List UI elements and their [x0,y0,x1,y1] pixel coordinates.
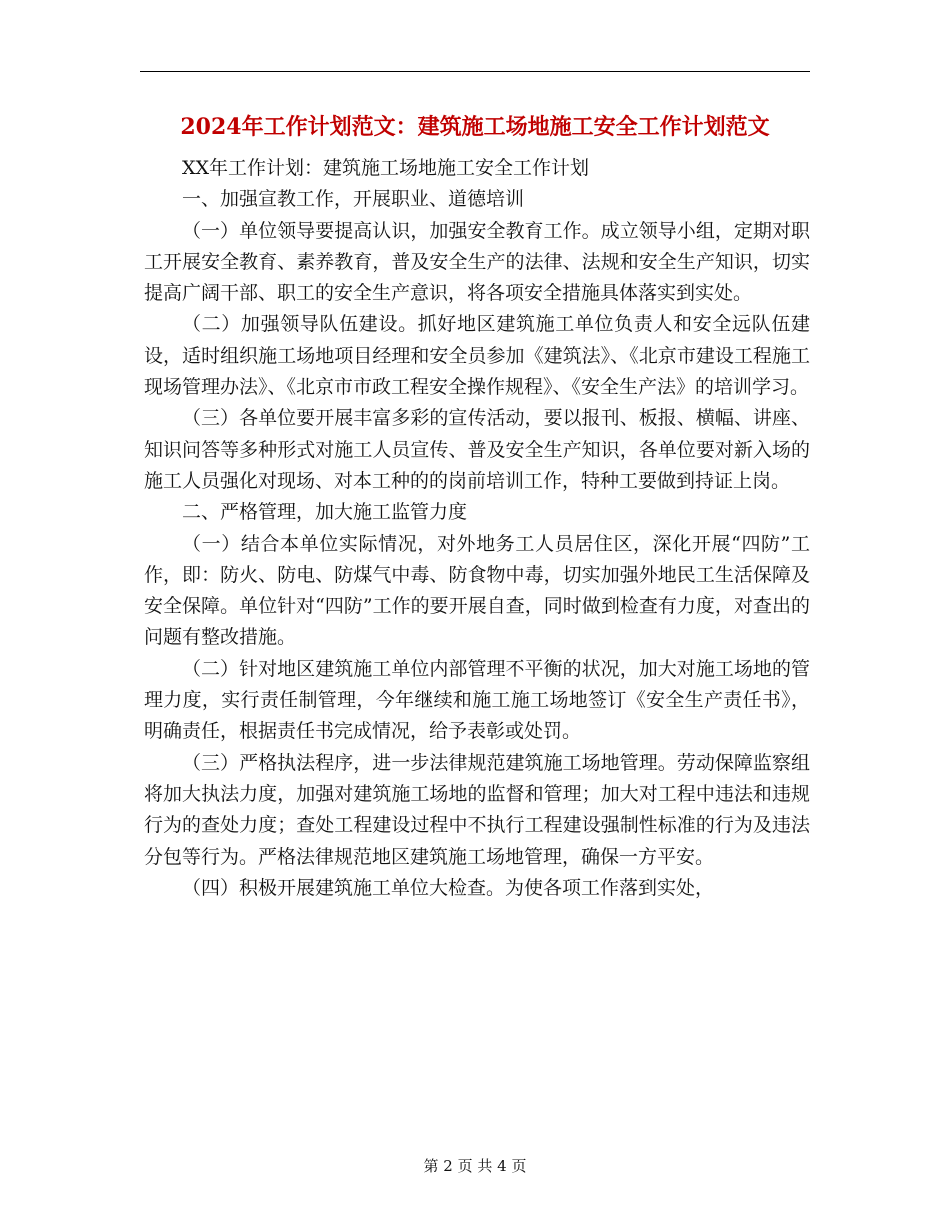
document-title: 2024年工作计划范文：建筑施工场地施工安全工作计划范文 [180,114,770,140]
section-heading-2: 二、严格管理，加大施工监管力度 [182,501,468,524]
header-rule [140,71,810,72]
body-paragraph: （一）单位领导要提高认识，加强安全教育工作。成立领导小组，定期对职工开展安全教育、素养教育，普及安全生产的法律、法规和安全生产知识，切实提高广阔干部、职工的安全生产意识，将各项安全措施具体落实到实处。 [144,219,810,305]
body-paragraph: （四）积极开展建筑施工单位大检查。为使各项工作落到实处， [182,876,715,899]
body-paragraph: （三）各单位要开展丰富多彩的宣传活动，要以报刊、板报、横幅、讲座、知识问答等多种形式对施工人员宣传、普及安全生产知识，各单位要对新入场的施工人员强化对现场、对本工种的的岗前培训工作，特种工要做到持证上岗。 [144,407,810,492]
subtitle-paragraph: XX年工作计划：建筑施工场地施工安全工作计划 [182,157,590,179]
page-footer: 第 2 页 共 4 页 [423,1157,527,1175]
document-body [144,153,810,904]
body-paragraph: （一）结合本单位实际情况，对外地务工人员居住区，深化开展“四防”工作，即：防火、防电、防煤气中毒、防食物中毒，切实加强外地民工生活保障及安全保障。单位针对“四防”工作的要开展自查，同时做到检查有力度，对查出的问题有整改措施。 [144,532,810,649]
section-heading-1: 一、加强宣教工作，开展职业、道德培训 [182,188,525,211]
body-paragraph: （二）加强领导队伍建设。抓好地区建筑施工单位负责人和安全远队伍建设，适时组织施工场地项目经理和安全员参加《建筑法》、《北京市建设工程施工现场管理办法》、《北京市市政工程安全操作规程》、《安全生产法》的培训学习。 [144,313,810,399]
body-paragraph: （二）针对地区建筑施工单位内部管理不平衡的状况，加大对施工场地的管理力度，实行责任制管理，今年继续和施工施工场地签订《安全生产责任书》，明确责任，根据责任书完成情况，给予表彰或处罚。 [144,657,810,743]
body-paragraph: （三）严格执法程序，进一步法律规范建筑施工场地管理。劳动保障监察组将加大执法力度，加强对建筑施工场地的监督和管理；加大对工程中违法和违规行为的查处力度；查处工程建设过程中不执行工程建设强制性标准的行为及违法分包等行为。严格法律规范地区建筑施工场地管理，确保一方平安。 [144,751,810,868]
